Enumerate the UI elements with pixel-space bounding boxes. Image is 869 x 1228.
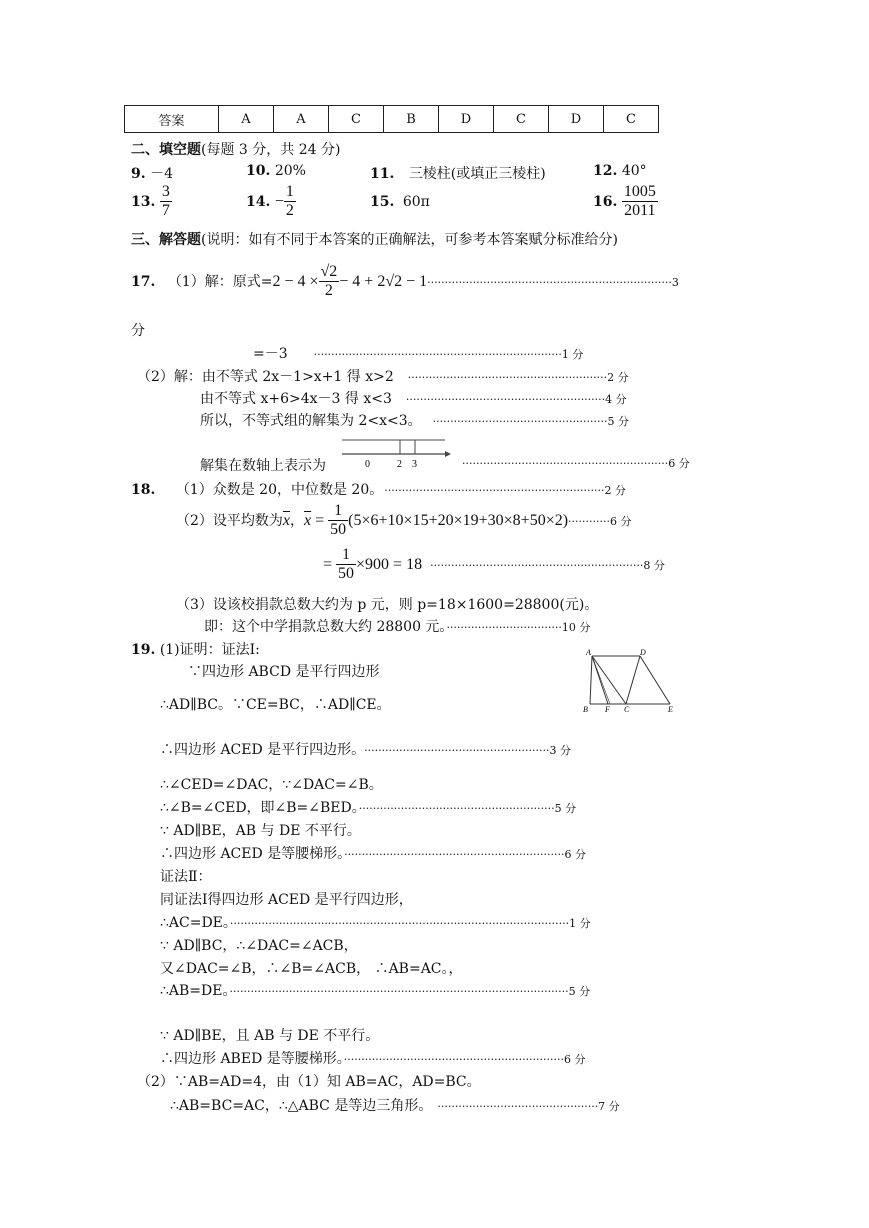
number-line-figure	[340, 432, 452, 472]
axis-label: 2	[397, 459, 402, 470]
score-dots: ··············································7 分	[437, 1100, 620, 1113]
question-number: 15.	[370, 194, 395, 210]
question-number: 19.	[131, 642, 156, 658]
numerator: 1005	[622, 183, 658, 202]
text: ∴AC=DE。	[160, 915, 230, 931]
text: =－3	[253, 346, 288, 362]
math-expression: (5×6+10×15+20×19+30×8+50×2)	[348, 511, 569, 529]
question-number: 12.	[593, 163, 618, 179]
q19-line: 证法Ⅱ：	[160, 869, 212, 885]
answer-value: －4	[150, 166, 173, 182]
fraction	[284, 183, 296, 221]
denominator: 50	[338, 565, 355, 583]
numerator: 3	[160, 183, 172, 202]
q17-wrap: 分	[131, 323, 145, 339]
q19-line: 同证法Ⅰ得四边形 ACED 是平行四边形，	[160, 892, 413, 908]
vertex-label: A	[586, 648, 591, 657]
question-number: 17.	[131, 273, 156, 290]
math-expression: =	[315, 511, 325, 529]
vertex-label: E	[668, 705, 673, 714]
score-dots: ·····················································3 分	[364, 744, 571, 757]
parallelogram-figure	[580, 648, 680, 714]
fraction	[160, 183, 172, 221]
edge-de	[640, 656, 670, 704]
q19-line: ∵ AD∥BE，且 AB 与 DE 不平行。	[160, 1028, 380, 1044]
answer-value: 60π	[402, 194, 430, 210]
score-dots: ············6 分	[568, 514, 632, 528]
fill-answer-13	[131, 183, 172, 221]
text: 所以，不等式组的解集为 2<x<3。	[200, 413, 415, 429]
text: 即：这个中学捐款总数大约 28800 元。	[204, 619, 447, 635]
vertex-label: B	[583, 705, 588, 714]
axis-arrow-icon	[445, 451, 451, 457]
answer-cell: A	[274, 106, 329, 133]
q19-line: ∵四边形 ABCD 是平行四边形	[188, 664, 380, 680]
answer-cell: B	[384, 106, 439, 133]
text: （1）解：原式=	[167, 273, 273, 290]
score-dots: ·························································4 分	[405, 393, 627, 406]
answer-value: 40°	[621, 163, 647, 179]
numerator: 1	[336, 546, 356, 565]
score-dots: ·····························································8 分	[430, 558, 665, 572]
fraction	[622, 183, 658, 221]
denominator: 2	[285, 202, 294, 220]
q19-line	[160, 797, 576, 817]
answer-cell: D	[549, 106, 604, 133]
score-dots: ···························································6 分	[462, 457, 690, 470]
answer-value: 三棱柱(或填正三棱柱)	[408, 166, 546, 182]
q18-line-4: （3）设该校捐款总数大约为 p 元，则 p=18×1600=28800(元)。	[176, 597, 599, 613]
score-dots: ·······························································2 分	[384, 484, 627, 497]
fill-answer-12	[593, 163, 647, 179]
vertex-label: F	[605, 705, 610, 714]
q17-part2-line-1	[137, 366, 629, 386]
q19-line: ∴∠CED=∠DAC，∵∠DAC=∠B。	[160, 777, 383, 793]
fill-answer-15	[370, 194, 430, 210]
q18-line-2	[176, 502, 632, 540]
answer-cell: D	[439, 106, 494, 133]
score-dots: ··················································5 分	[432, 415, 629, 428]
q19-line: ∴AD∥BC。∵CE=BC，∴AD∥CE。	[160, 697, 391, 713]
question-number: 11.	[370, 166, 395, 182]
edge-dc	[626, 656, 640, 704]
q19-part2-line-2	[170, 1095, 620, 1115]
denominator: 7	[161, 202, 170, 220]
answer-header: 答案	[125, 106, 219, 133]
mean-symbol: $\overline{x}$	[304, 511, 312, 529]
q18-line-5	[204, 616, 590, 636]
score-dots: ·························································2 分	[407, 371, 629, 384]
vertex-label: D	[640, 648, 646, 657]
numerator: 1	[284, 183, 296, 202]
answer-cell: C	[329, 106, 384, 133]
q19-part2-line-1: （2）∵AB=AD=4，由（1）知 AB=AC，AD=BC。	[137, 1074, 481, 1090]
q19-line	[160, 843, 586, 863]
fraction	[328, 502, 348, 540]
q17-part2-line-3	[200, 410, 629, 430]
denominator: 2	[324, 282, 333, 300]
math-expression: 2 − 4 ×	[272, 272, 319, 290]
q17-part2-line-4	[200, 455, 326, 475]
text: 由不等式 x+6>4x－3 得 x<3	[200, 391, 392, 407]
fraction	[319, 263, 340, 301]
question-number: 13.	[131, 193, 156, 210]
q17-line-2	[253, 343, 583, 363]
text: （2）解：由不等式 2x－1>x+1 得 x>2	[137, 369, 394, 385]
question-number: 18.	[131, 482, 156, 498]
fill-answer-11	[370, 163, 546, 183]
text: ∴AB=BC=AC，∴△ABC 是等边三角形。	[170, 1098, 426, 1114]
numerator: √2	[319, 263, 340, 282]
vertex-label: C	[624, 705, 630, 714]
answer-value: 20%	[274, 163, 306, 179]
section-title: 二、填空题	[131, 142, 201, 158]
answer-table	[124, 105, 659, 133]
q19-line: ∵ AD∥BC，∴∠DAC=∠ACB，	[160, 938, 358, 954]
q19-line	[160, 912, 591, 932]
q19-line	[160, 1048, 586, 1068]
score-dots: ·································································································5 分	[229, 985, 591, 998]
math-expression: − 4 + 2√2 − 1	[339, 272, 428, 290]
mean-symbol: $\overline{x}$	[282, 511, 291, 529]
fill-answer-14	[246, 183, 296, 221]
numerator: 1	[328, 502, 348, 521]
edge-aux	[592, 656, 610, 704]
text: ∴四边形 ABED 是等腰梯形。	[160, 1051, 344, 1067]
edge-ac	[592, 656, 626, 704]
text: (1)证明：证法Ⅰ:	[159, 642, 260, 658]
text: ∴AB=DE。	[160, 983, 230, 999]
axis-label: 0	[365, 459, 370, 470]
q19-line: 又∠DAC=∠B，∴∠B=∠ACB， ∴AB=AC。，	[160, 961, 463, 977]
q17-line-1	[131, 263, 679, 301]
fill-answer-9	[131, 163, 173, 183]
question-number: 14.	[246, 193, 271, 210]
q19-line	[160, 739, 571, 759]
axis-label: 3	[412, 459, 417, 470]
math-expression: ×900 = 18	[356, 555, 423, 573]
section-2-heading	[131, 139, 340, 159]
answer-cell: C	[494, 106, 549, 133]
fill-answer-10	[246, 163, 306, 179]
answer-cell: C	[604, 106, 659, 133]
denominator: 2011	[624, 202, 656, 220]
q19-line: ∵ AD∥BE，AB 与 DE 不平行。	[160, 823, 361, 839]
text: （2）设平均数为	[176, 512, 283, 529]
text: （1）众数是 20，中位数是 20。	[175, 482, 377, 498]
edge-ab	[590, 656, 592, 704]
denominator: 50	[330, 521, 347, 539]
q18-line-1	[131, 479, 626, 499]
score-dots: ·······························································6 分	[344, 848, 586, 861]
question-number: 16.	[593, 193, 618, 210]
answer-row	[125, 106, 659, 133]
text: ∴四边形 ACED 是平行四边形。	[160, 742, 359, 758]
text: ∴∠B=∠CED，即∠B=∠BED。	[160, 800, 359, 816]
score-dots: ·······································································1 分	[313, 348, 584, 361]
section-note: (每题 3 分，共 24 分)	[201, 142, 341, 158]
question-number: 10.	[246, 163, 271, 179]
section-note: (说明：如有不同于本答案的正确解法，可参考本答案赋分标准给分)	[201, 232, 618, 248]
text: ，	[290, 512, 305, 529]
math-expression: =	[323, 555, 333, 573]
minus-sign: −	[274, 192, 284, 210]
answer-cell: A	[219, 106, 274, 133]
fraction	[336, 546, 356, 584]
q19-heading	[131, 639, 260, 659]
q18-line-3	[323, 546, 665, 584]
q19-line	[160, 980, 590, 1000]
score-dots: ·································································································1 分	[229, 917, 591, 930]
score-dots: ·······························································6 分	[343, 1053, 586, 1066]
section-3-heading	[131, 229, 618, 249]
section-title: 三、解答题	[131, 232, 201, 248]
q17-part2-line-2	[200, 388, 627, 408]
text: 解集在数轴上表示为	[200, 458, 326, 474]
score-dots: ······································································3	[427, 275, 679, 289]
score-dots: ························································5 分	[358, 802, 577, 815]
fill-answer-16	[593, 183, 658, 221]
question-number: 9.	[131, 166, 146, 182]
score-dots: ·································10 分	[446, 621, 591, 634]
text: ∴四边形 ACED 是等腰梯形。	[160, 846, 345, 862]
